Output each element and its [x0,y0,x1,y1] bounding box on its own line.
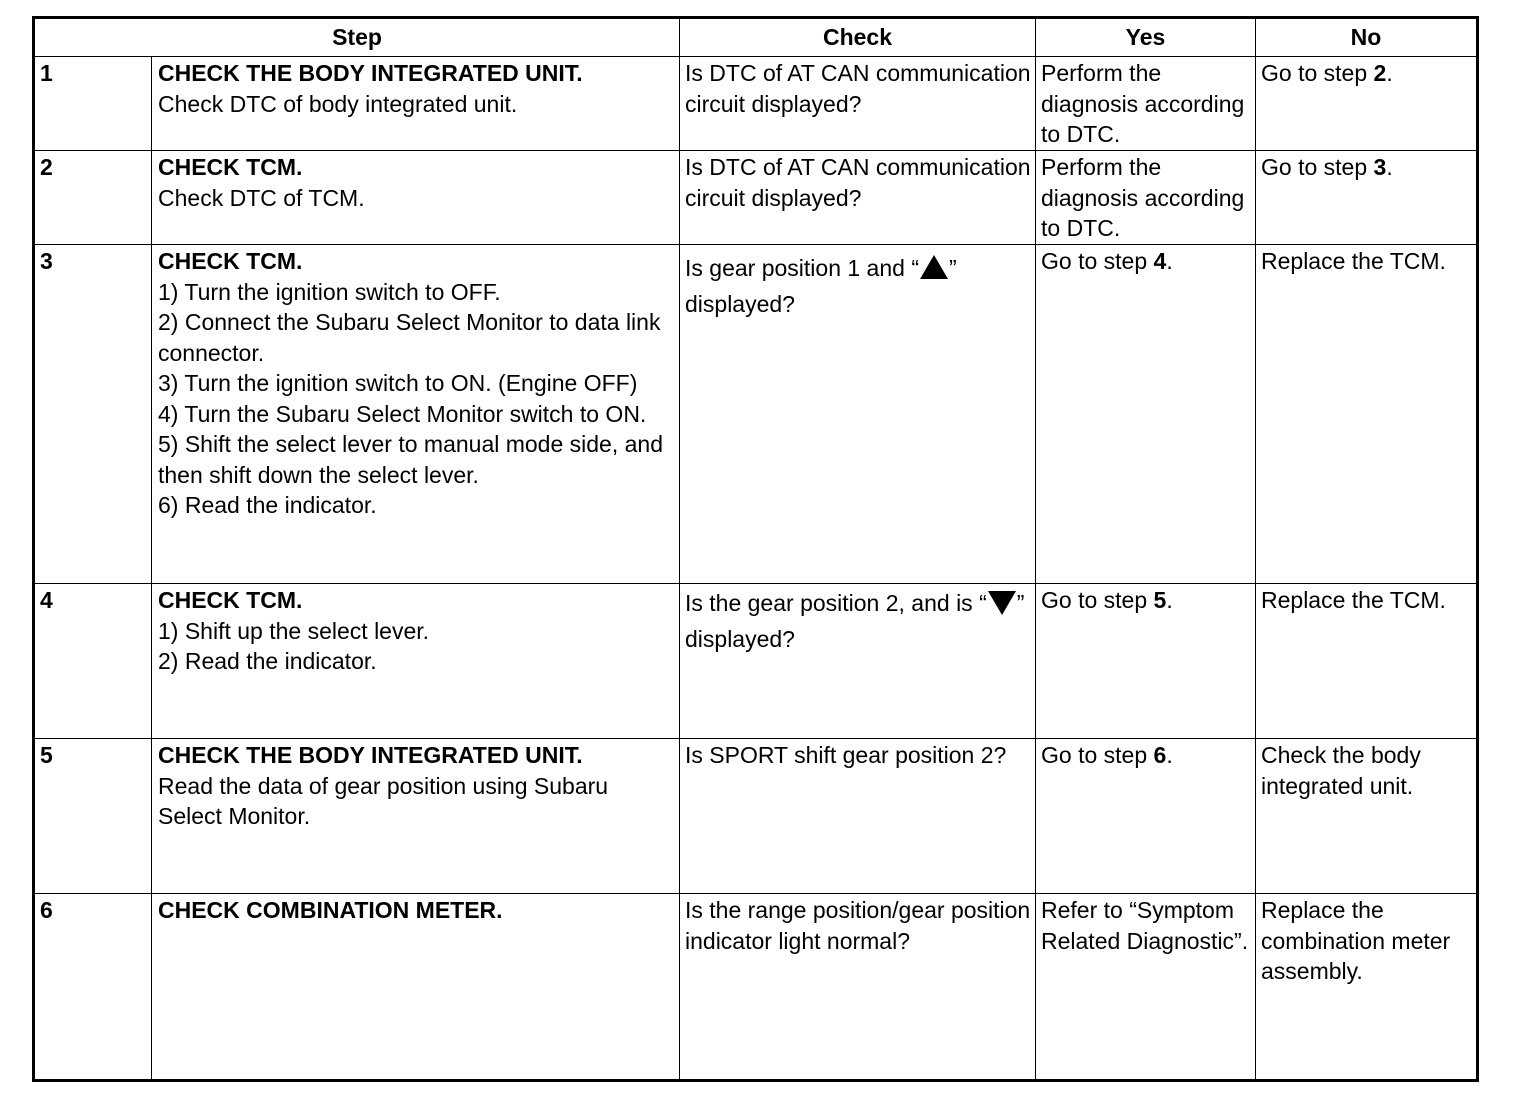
step-instruction: 2) Read the indicator. [158,648,377,674]
diagnostic-table [32,16,1479,1082]
yes-action: Refer to “Symptom Related Diagnostic”. [1036,894,1256,1081]
down-triangle-icon [988,591,1016,615]
yes-action [1036,739,1256,894]
step-number: 5 [34,739,152,894]
no-step-ref: 2 [1373,60,1387,86]
step-number: 4 [34,584,152,739]
header-check: Check [680,18,1036,57]
check-question [680,245,1036,584]
no-text: Go to step [1261,154,1374,180]
check-text-after: ” displayed? [685,590,1025,652]
step-description [152,57,680,151]
table-row-step-4 [34,584,1478,739]
header-yes: Yes [1036,18,1256,57]
step-title: CHECK TCM. [158,587,303,613]
up-triangle-icon [920,255,948,279]
yes-action [1036,584,1256,739]
step-title: CHECK THE BODY INTEGRATED UNIT. [158,742,583,768]
no-text: Go to step [1261,60,1374,86]
step-number: 1 [34,57,152,151]
header-row [34,18,1478,57]
step-title: CHECK THE BODY INTEGRATED UNIT. [158,60,583,86]
check-question: Is SPORT shift gear position 2? [680,739,1036,894]
step-title: CHECK TCM. [158,248,303,274]
step-description [152,151,680,245]
check-question: Is the range position/gear position indicator light normal? [680,894,1036,1081]
check-question: Is DTC of AT CAN communication circuit displayed? [680,57,1036,151]
step-number: 6 [34,894,152,1081]
no-action: Replace the combination meter assembly. [1256,894,1478,1081]
step-number: 2 [34,151,152,245]
yes-step-ref: 5 [1153,587,1167,613]
step-description [152,584,680,739]
step-number: 3 [34,245,152,584]
no-action: Replace the TCM. [1256,584,1478,739]
table-row-step-2 [34,151,1478,245]
no-step-ref: 3 [1373,154,1387,180]
yes-text: Go to step [1041,742,1154,768]
table-row-step-5 [34,739,1478,894]
header-no: No [1256,18,1478,57]
step-description [152,245,680,584]
step-instruction: 6) Read the indicator. [158,492,377,518]
yes-suffix: . [1166,587,1173,613]
table-row-step-6 [34,894,1478,1081]
yes-suffix: . [1166,248,1173,274]
step-instruction: 2) Connect the Subaru Select Monitor to data link connector. [158,309,661,366]
yes-step-ref: 6 [1153,742,1167,768]
table-row-step-1 [34,57,1478,151]
header-step: Step [34,18,680,57]
step-title: CHECK COMBINATION METER. [158,897,503,923]
step-instruction: 4) Turn the Subaru Select Monitor switch to ON. [158,400,647,427]
table-row-step-3 [34,245,1478,584]
step-description [152,894,680,1081]
yes-action [1036,245,1256,584]
no-suffix: . [1386,60,1393,86]
step-title: CHECK TCM. [158,154,303,180]
no-action [1256,151,1478,245]
step-instruction: Check DTC of TCM. [158,184,365,211]
step-instruction: 3) Turn the ignition switch to ON. (Engine OFF) [158,370,638,396]
yes-suffix: . [1166,742,1173,768]
check-question [680,584,1036,739]
no-action: Replace the TCM. [1256,245,1478,584]
no-action: Check the body integrated unit. [1256,739,1478,894]
check-question: Is DTC of AT CAN communication circuit displayed? [680,151,1036,245]
step-instruction: Read the data of gear position using Subaru Select Monitor. [158,772,609,829]
yes-text: Go to step [1041,248,1154,274]
yes-step-ref: 4 [1153,248,1167,274]
step-description [152,739,680,894]
yes-text: Go to step [1041,587,1154,613]
step-instruction: 5) Shift the select lever to manual mode side, and then shift down the select lever. [158,431,664,488]
no-suffix: . [1386,154,1393,180]
step-instruction: Check DTC of body integrated unit. [158,90,518,117]
step-instruction: 1) Shift up the select lever. [158,617,430,644]
check-text-after: ” displayed? [685,255,957,317]
yes-action: Perform the diagnosis according to DTC. [1036,151,1256,245]
step-instruction: 1) Turn the ignition switch to OFF. [158,278,501,305]
yes-action: Perform the diagnosis according to DTC. [1036,57,1256,151]
check-text-before: Is the gear position 2, and is “ [685,590,987,616]
no-action [1256,57,1478,151]
check-text-before: Is gear position 1 and “ [685,255,919,281]
